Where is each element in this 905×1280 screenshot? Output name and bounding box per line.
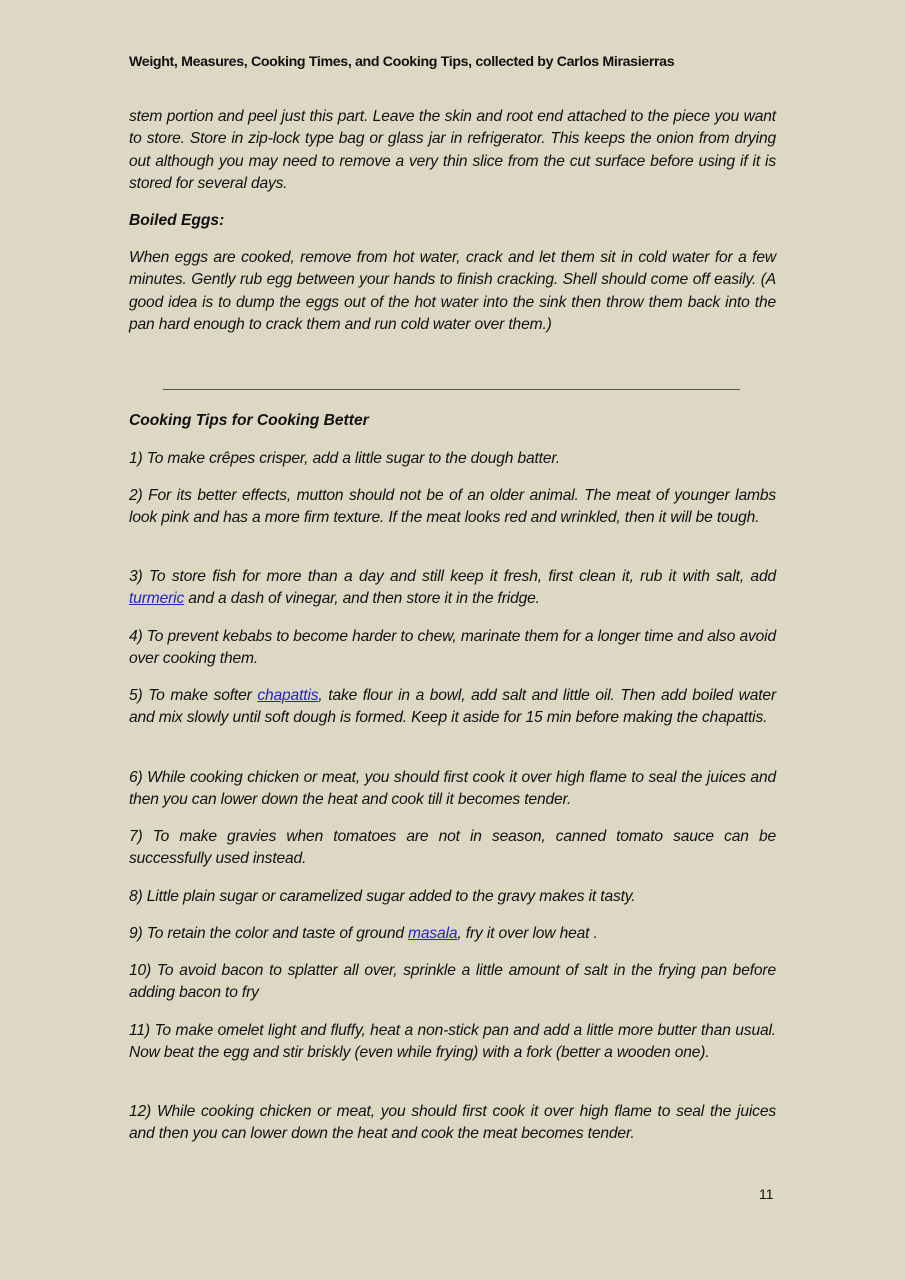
paragraph: stem portion and peel just this part. Leave the skin and root end attached to the piece you want to store. Store in zip-lock type bag or glass jar in refrigerator. This keeps the onion from drying out although you may need to remove a very thin slice from the cut surface before using if it is stored for several days.	[129, 108, 776, 192]
tip-text: 7) To make gravies when tomatoes are not in season, canned tomato sauce can be successfully used instead.	[129, 828, 776, 868]
horizontal-rule	[163, 389, 740, 390]
tip-item	[129, 448, 776, 470]
tip-text-before: 5) To make softer	[129, 687, 258, 704]
turmeric-link[interactable]: turmeric	[129, 590, 185, 608]
boiled-eggs-body	[129, 247, 776, 336]
tip-text-after: and a dash of vinegar, and then store it in the fridge.	[184, 590, 540, 608]
chapattis-link[interactable]: chapattis	[257, 687, 319, 704]
tip-item	[129, 1101, 776, 1146]
tip-text	[129, 685, 776, 730]
tip-item	[129, 1020, 776, 1065]
tip-text: 4) To prevent kebabs to become harder to chew, marinate them for a longer time and also avoid over cooking them.	[129, 628, 776, 668]
tip-item	[129, 923, 776, 945]
masala-link[interactable]: masala	[408, 925, 458, 942]
section-heading: Cooking Tips for Cooking Better	[129, 412, 369, 429]
paragraph: When eggs are cooked, remove from hot water, crack and let them sit in cold water for a few minutes. Gently rub egg between your hands to finish cracking. Shell should come off easily. (A good idea is to dump the eggs out of the hot water into the sink then throw them back into the pan hard enough to crack them and run cold water over them.)	[129, 249, 776, 333]
tip-text	[129, 923, 776, 945]
tip-text: 2) For its better effects, mutton should not be of an older animal. The meat of younger lambs look pink and has a more firm texture. If the meat looks red and wrinkled, then it will be tough.	[129, 487, 776, 527]
tip-text-after: , fry it over low heat .	[457, 925, 598, 942]
page-number: 11	[759, 1186, 774, 1202]
tip-item	[129, 826, 776, 871]
tip-text-before: 3) To store fish for more than a day and still keep it fresh, first clean it, rub it with salt, add	[129, 568, 776, 585]
running-header: Weight, Measures, Cooking Times, and Cooking Tips, collected by Carlos Mirasierras	[129, 54, 675, 70]
tip-text: 8) Little plain sugar or caramelized sugar added to the gravy makes it tasty.	[129, 888, 636, 905]
onion-storage-continuation	[129, 106, 776, 195]
tip-text: 12) While cooking chicken or meat, you should first cook it over high flame to seal the juices and then you can lower down the heat and cook the meat becomes tender.	[129, 1103, 776, 1143]
tip-text: 11) To make omelet light and fluffy, heat a non-stick pan and add a little more butter than usual. Now beat the egg and stir briskly (even while frying) with a fork (better a wooden one).	[129, 1022, 776, 1062]
tip-text-after: , take flour in a bowl, add salt and little oil. Then add boiled water and mix slowly until soft dough is formed. Keep it aside for 15 min before making the chapattis.	[129, 687, 776, 727]
tip-item	[129, 886, 776, 908]
section-heading: Boiled Eggs:	[129, 212, 225, 229]
tip-text: 6) While cooking chicken or meat, you should first cook it over high flame to seal the juices and then you can lower down the heat and cook till it becomes tender.	[129, 769, 776, 809]
tip-text	[129, 566, 776, 611]
tip-item	[129, 767, 776, 812]
boiled-eggs-section	[129, 210, 776, 232]
tip-item	[129, 685, 776, 730]
cooking-tips-heading-block	[129, 410, 776, 432]
tip-item	[129, 566, 776, 611]
tip-text: 10) To avoid bacon to splatter all over, sprinkle a little amount of salt in the frying pan before adding bacon to fry	[129, 962, 776, 1002]
tip-item	[129, 960, 776, 1005]
tip-item	[129, 485, 776, 530]
tip-text: 1) To make crêpes crisper, add a little sugar to the dough batter.	[129, 450, 561, 467]
tip-text-before: 9) To retain the color and taste of ground	[129, 925, 409, 942]
tip-item	[129, 626, 776, 671]
